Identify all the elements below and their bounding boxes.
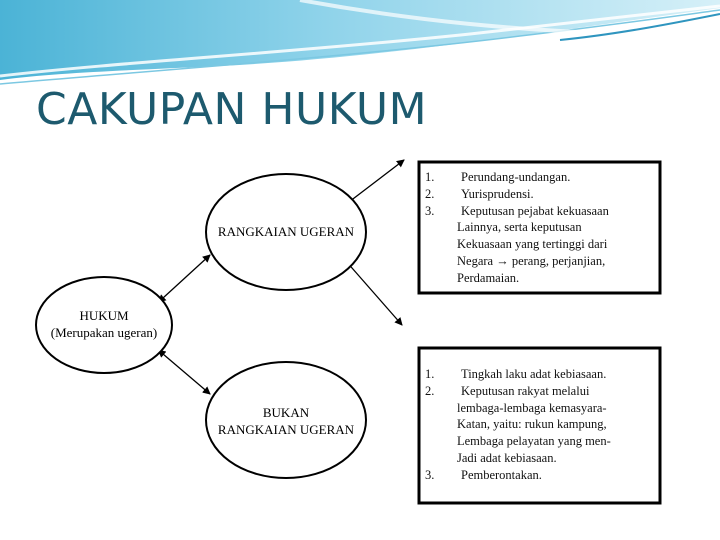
box1-num-1: 1. — [425, 170, 435, 184]
box1-item-2: Yurisprudensi. — [461, 186, 534, 201]
box2-cont-2: Katan, yaitu: rukun kampung, — [457, 417, 607, 432]
box2-item-1: Tingkah laku adat kebiasaan. — [461, 367, 607, 381]
box1-content — [425, 169, 655, 289]
box2-num-1: 1. — [425, 367, 435, 381]
root-node-label-1: HUKUM — [79, 308, 129, 323]
upper-node-label: RANGKAIAN UGERAN — [217, 224, 355, 239]
box1-cont-4: Perdamaian. — [457, 270, 520, 285]
box1-num-2: 2. — [425, 186, 435, 201]
box1-item-1: Perundang-undangan. — [461, 170, 571, 184]
box1-num-3: 3. — [425, 203, 435, 218]
box2-item-3: Pemberontakan. — [461, 467, 542, 482]
box2-content — [425, 366, 655, 491]
connector-root-lower — [163, 354, 210, 394]
box2-item-2: Keputusan rakyat melalui — [461, 383, 590, 398]
root-node-label-2: (Merupakan ugeran) — [50, 325, 158, 340]
connector-root-upper — [163, 255, 210, 298]
box1-cont-3: Negara → perang, perjanjian, — [457, 253, 606, 268]
box2-cont-4: Jadi adat kebiasaan. — [457, 450, 557, 465]
box1-item-3: Keputusan pejabat kekuasaan — [461, 203, 609, 218]
connector-upper-box2 — [345, 260, 402, 325]
box2-cont-1: lembaga-lembaga kemasyara- — [457, 400, 607, 415]
page-title: CAKUPAN HUKUM — [36, 84, 428, 135]
connector-upper-box1 — [345, 160, 404, 205]
lower-node — [206, 362, 366, 478]
lower-node-label-2: RANGKAIAN UGERAN — [217, 422, 355, 437]
box2-num-2: 2. — [425, 383, 435, 398]
box2-num-3: 3. — [425, 467, 435, 482]
box2-cont-3: Lembaga pelayatan yang men- — [457, 434, 611, 449]
box1-cont-2: Kekuasaan yang tertinggi dari — [457, 237, 608, 252]
box1-cont-1: Lainnya, serta keputusan — [457, 220, 582, 235]
lower-node-label-1: BUKAN — [262, 405, 310, 420]
